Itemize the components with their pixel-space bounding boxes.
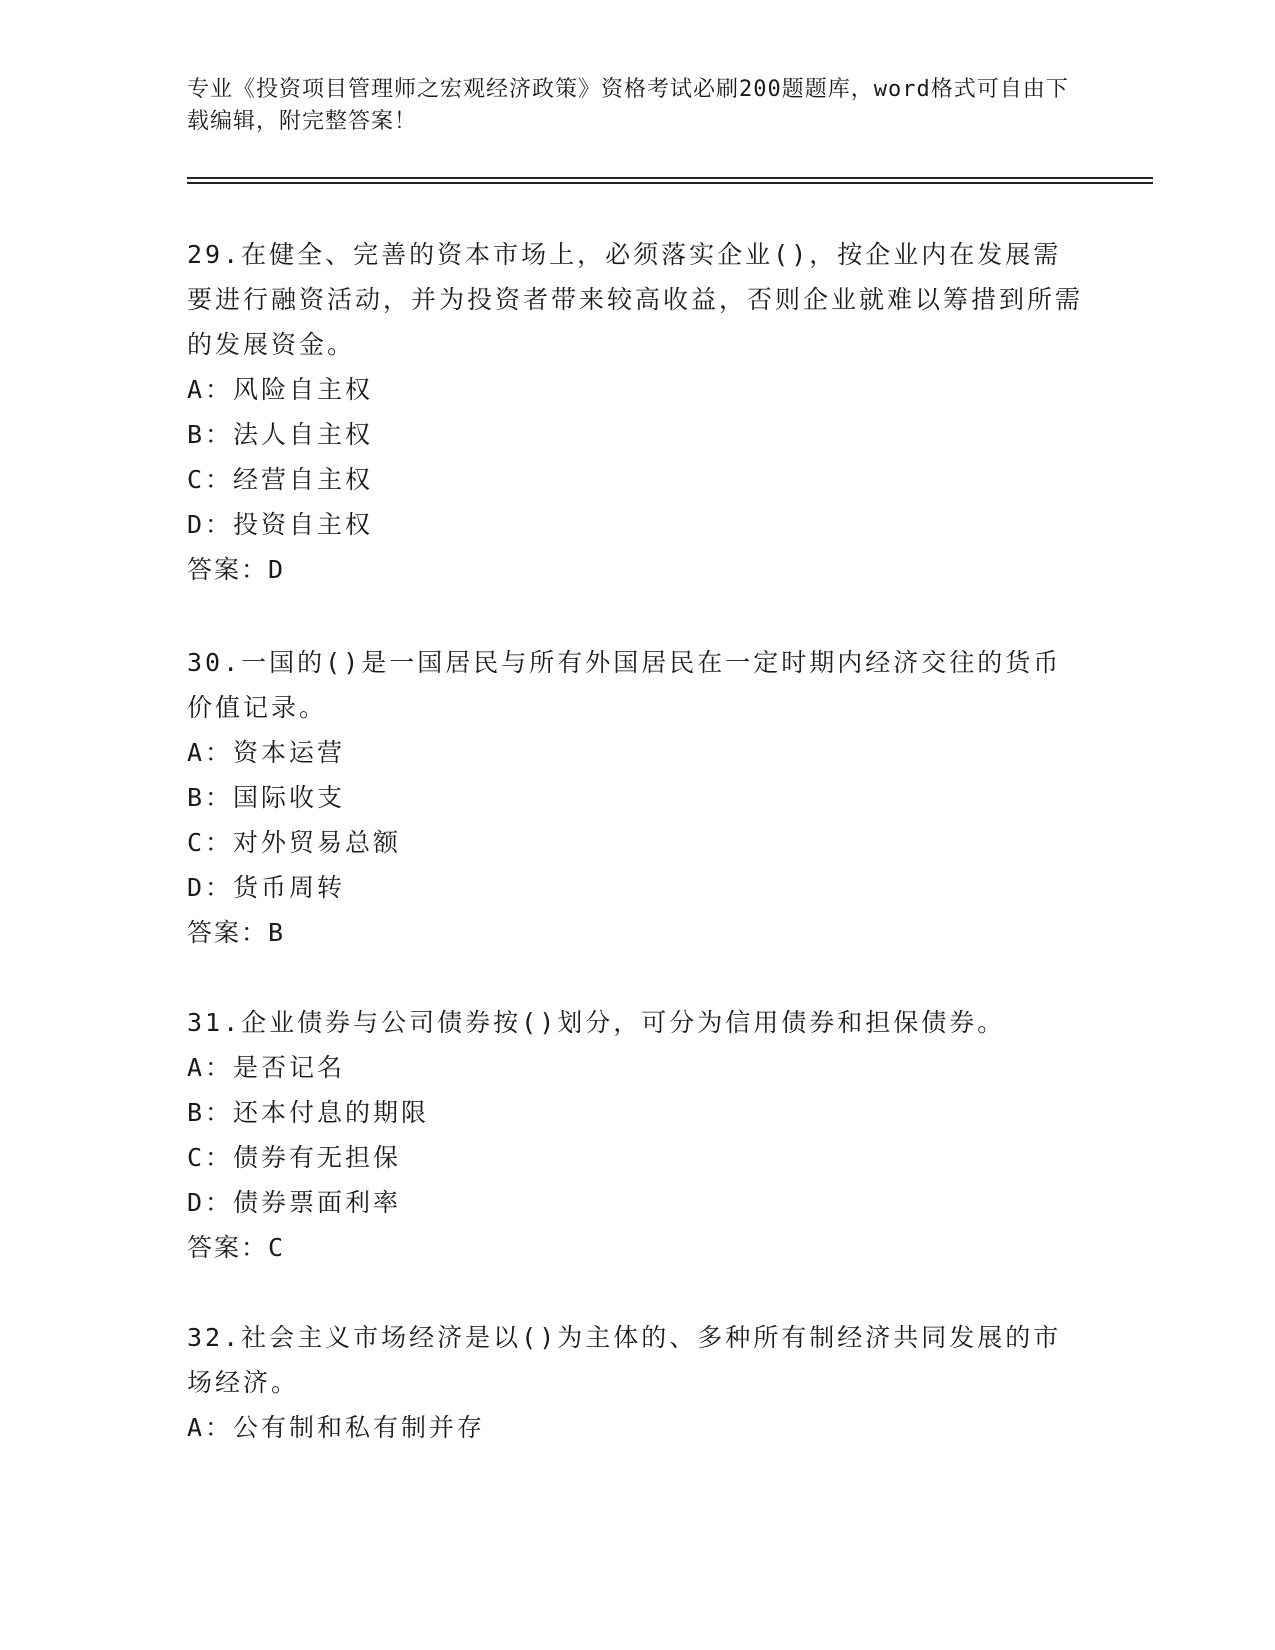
option-b: B：还本付息的期限 [187, 1098, 430, 1127]
answer-value: C [268, 1233, 286, 1262]
answer-value: D [268, 555, 286, 584]
question-stem: 29.在健全、完善的资本市场上，必须落实企业()，按企业内在发展需要进行融资活动，并为投资者带来较高收益，否则企业就难以筹措到所需的发展资金。 [187, 240, 1084, 359]
question-31 [187, 1000, 1087, 1270]
answer-value: B [268, 918, 286, 947]
question-32 [187, 1315, 1087, 1450]
answer-label: 答案： [187, 1233, 269, 1262]
question-stem: 30.一国的()是一国居民与所有外国居民在一定时期内经济交往的货币价值记录。 [187, 648, 1062, 722]
option-d: D：债券票面利率 [187, 1188, 402, 1217]
option-b: B：国际收支 [187, 783, 346, 812]
question-29 [187, 232, 1087, 592]
option-a: A：公有制和私有制并存 [187, 1413, 486, 1442]
option-c: C：经营自主权 [187, 465, 374, 494]
option-c: C：对外贸易总额 [187, 828, 402, 857]
option-b: B：法人自主权 [187, 420, 374, 449]
answer-label: 答案： [187, 918, 269, 947]
document-header: 专业《投资项目管理师之宏观经济政策》资格考试必刷200题题库，word格式可自由下载编辑，附完整答案！ [187, 77, 1069, 134]
option-a: A：是否记名 [187, 1053, 346, 1082]
header-rule-top [187, 177, 1153, 179]
answer-line [187, 1225, 1087, 1270]
question-30 [187, 640, 1087, 955]
option-a: A：资本运营 [187, 738, 346, 767]
answer-line [187, 910, 1087, 955]
option-a: A：风险自主权 [187, 375, 374, 404]
option-d: D：货币周转 [187, 873, 346, 902]
answer-line [187, 547, 1087, 592]
option-d: D：投资自主权 [187, 510, 374, 539]
option-c: C：债券有无担保 [187, 1143, 402, 1172]
header-rule-bottom [187, 182, 1153, 184]
answer-label: 答案： [187, 555, 269, 584]
question-stem: 31.企业债券与公司债券按()划分，可分为信用债券和担保债券。 [187, 1008, 1006, 1037]
question-stem: 32.社会主义市场经济是以()为主体的、多种所有制经济共同发展的市场经济。 [187, 1323, 1062, 1397]
